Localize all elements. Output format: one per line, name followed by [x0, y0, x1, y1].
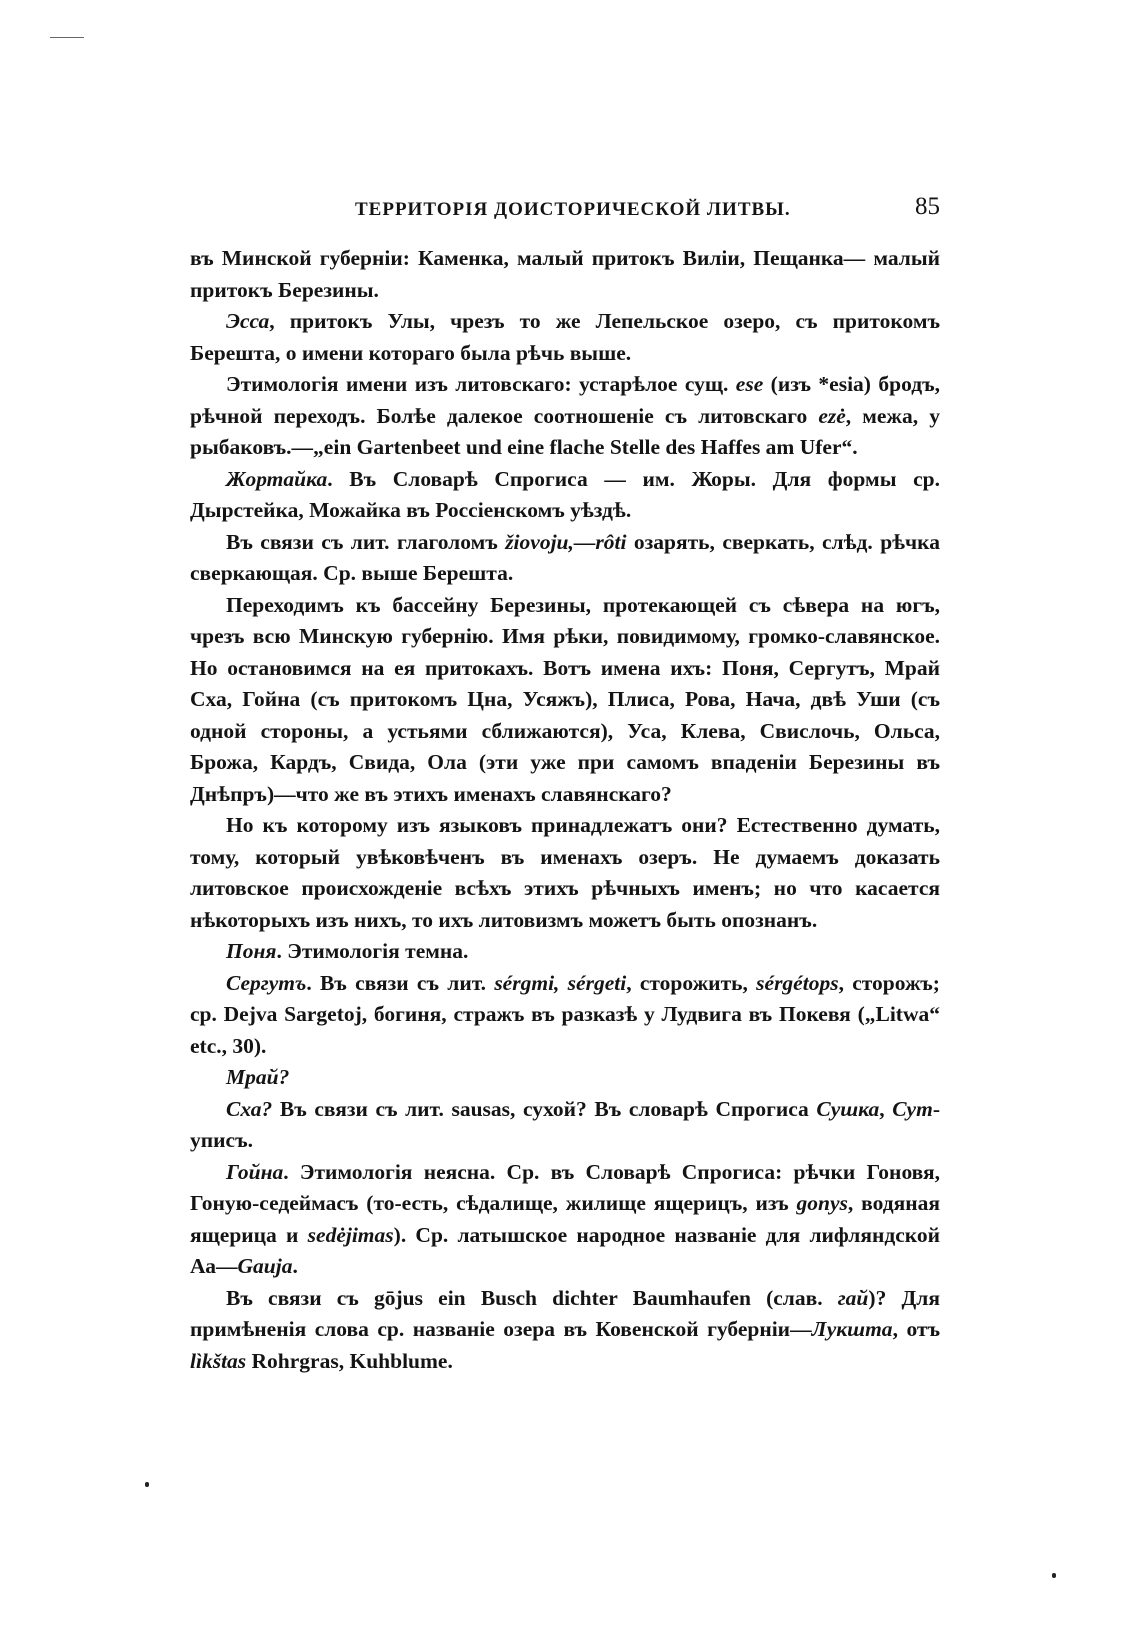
scan-speck — [1052, 1573, 1056, 1578]
running-head — [190, 193, 940, 233]
paragraph-text: )? Для примѣненія слова ср. названіе озера въ Ковенской губерніи— — [190, 1285, 940, 1341]
paragraph-skha — [190, 1094, 940, 1157]
paragraph-language-question: Но къ которому изъ языковъ принадлежатъ они? Естественно думать, тому, который увѣковѣченъ въ именахъ озеръ. Не думаемъ доказать литовское происхожденіе всѣхъ этихъ рѣчныхъ именъ; но что касается нѣкоторыхъ изъ нихъ, то ихъ литовизмъ можетъ быть опознанъ. — [190, 813, 940, 932]
paragraph-zhortaika — [190, 464, 940, 527]
paragraph-zhortaika-etymology — [190, 527, 940, 590]
paragraph-ponya — [190, 936, 940, 968]
paragraph-essa — [190, 306, 940, 369]
slavic-word: гай — [837, 1285, 869, 1310]
paragraph-mrai — [190, 1062, 940, 1094]
paragraph-text: , водяная ящерица и — [190, 1191, 941, 1247]
running-title: ТЕРРИТОРІЯ ДОИСТОРИЧЕСКОЙ ЛИТВЫ. — [355, 199, 791, 220]
lithuanian-word: ese — [735, 372, 764, 396]
lithuanian-word: sérgétops — [756, 970, 839, 995]
entry-name-sergut: Сергутъ — [226, 970, 307, 995]
lithuanian-word: žiovoju,—rôti — [505, 529, 627, 554]
lithuanian-word: sedėjimas — [307, 1222, 394, 1247]
paragraph-text: . Въ Словарѣ Спрогиса — им. Жоры. Для формы ср. Дырстейка, Можайка въ Россіенскомъ уѣздѣ. — [190, 466, 940, 522]
lithuanian-word: gonys — [796, 1191, 848, 1215]
river-name: Сушка — [816, 1096, 880, 1121]
paragraph-sergut — [190, 968, 940, 1063]
entry-name-ponya: Поня — [226, 939, 277, 963]
lithuanian-word: ezė — [818, 403, 846, 428]
paragraph-text: -уписъ. — [190, 1096, 940, 1152]
paragraph-text: . Въ связи съ лит. — [306, 970, 495, 995]
latvian-word: Gauja — [237, 1254, 293, 1278]
paragraph-text: . — [292, 1254, 298, 1278]
paragraph-text: , притокъ Улы, чрезъ то же Лепельское озеро, съ притокомъ Берешта, о имени котораго была рѣчь выше. — [190, 309, 940, 365]
paragraph-minsk-rivers: въ Минской губерніи: Каменка, малый притокъ Виліи, Пещанка— малый притокъ Березины. — [190, 246, 940, 302]
paragraph-text: Этимологія имени изъ литовскаго: устарѣлое сущ. — [226, 372, 736, 396]
paragraph-text: , межа, у рыбаковъ.—„ein Gartenbeet und eine flache Stelle des Haffes am Ufer“. — [190, 403, 940, 459]
paragraph-text: Rohrgras, Kuhblume. — [246, 1348, 453, 1373]
paragraph-text: (изъ *esia) бродъ, рѣчной переходъ. Болѣе далекое соотношеніе съ литовскаго — [190, 372, 940, 428]
lake-name: Лукшта — [811, 1317, 893, 1341]
entry-name-essa: Эсса — [226, 309, 270, 333]
entry-name-mrai: Мрай? — [226, 1065, 290, 1089]
entry-name-skha: Сха? — [226, 1096, 273, 1121]
paragraph-essa-etymology — [190, 369, 940, 464]
page-content — [190, 193, 940, 1377]
paragraph-text: , — [879, 1096, 893, 1121]
paragraph-text: , сторожъ; ср. Dejva Sargetoj, богиня, стражъ въ разказѣ у Лудвига въ Покевя („Litwa“ etc., 30). — [190, 970, 940, 1058]
river-name: Сут — [892, 1096, 933, 1121]
paragraph-goina-etymology — [190, 1283, 940, 1378]
paragraph-text: Въ связи съ gōjus ein Busch dichter Baumhaufen (слав. — [226, 1285, 838, 1310]
entry-name-goina: Гойна — [226, 1159, 284, 1184]
lithuanian-word: lìkštas — [190, 1348, 247, 1373]
paragraph-goina — [190, 1157, 940, 1283]
paragraph-text: , отъ — [892, 1317, 941, 1341]
paragraph-text: . Этимологія неясна. Ср. въ Словарѣ Спрогиса: рѣчки Гоновя, Гоную-седеймасъ (то-есть, сѣдалище, жилище ящерицъ, изъ — [190, 1159, 940, 1215]
paragraph-text: Въ связи съ лит. sausas, сухой? Въ словарѣ Спрогиса — [272, 1096, 817, 1121]
scan-speck — [145, 1482, 149, 1487]
lithuanian-word: sérgmi, sérgeti — [494, 970, 627, 995]
paragraph-text: ). Ср. латышское народное названіе для лифляндской Аа— — [190, 1222, 941, 1278]
paragraph-text: , сторожить, — [626, 970, 757, 995]
page-number: 85 — [915, 193, 940, 220]
paragraph-berezina-tributaries: Переходимъ къ бассейну Березины, протекающей съ сѣвера на югъ, чрезъ всю Минскую губернію. Имя рѣки, повидимому, громко-славянское. Но остановимся на ея притокахъ. Вотъ имена ихъ: Поня, Сергутъ, Мрай Сха, Гойна (съ притокомъ Цна, Усяжъ), Плиса, Рова, Нача, двѣ Уши (съ одной стороны, а устьями сближаются), Уса, Клева, Свислочь, Ольса, Брожа, Кардъ, Свида, Ола (эти уже при самомъ впаденіи Березины въ Днѣпръ)—что же въ этихъ именахъ славянскаго? — [190, 592, 940, 806]
scan-edge-line — [50, 37, 84, 38]
paragraph-text: Въ связи съ лит. глаголомъ — [226, 529, 506, 554]
paragraph-text: озарять, сверкать, слѣд. рѣчка сверкающая. Ср. выше Берешта. — [190, 529, 940, 585]
entry-name-zhortaika: Жортайка — [226, 466, 328, 491]
paragraph-text: . Этимологія темна. — [276, 939, 469, 963]
